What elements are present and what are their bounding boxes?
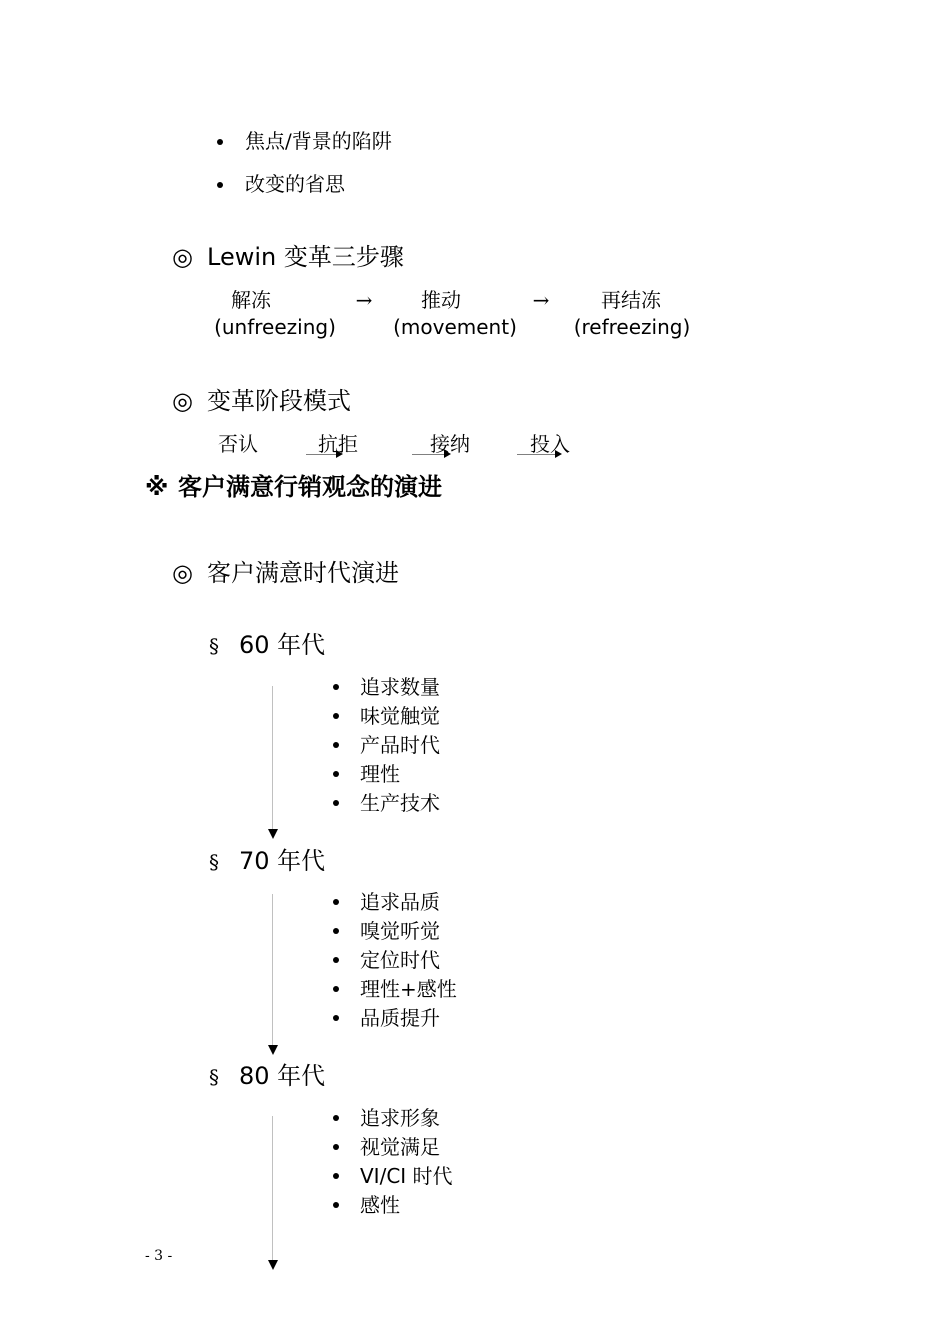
lewin-title: Lewin 变革三步骤 [207, 243, 404, 271]
decade-item: 产品时代 [360, 733, 440, 757]
page-number: - 3 - [145, 1248, 173, 1264]
change-model-title: 变革阶段模式 [207, 387, 351, 415]
bullet-dot [333, 1144, 339, 1150]
bullet-dot [333, 957, 339, 963]
bullet-dot [217, 139, 223, 145]
lewin-step-en: (movement) [393, 315, 517, 339]
lewin-arrow: → [355, 288, 373, 312]
decade-item: 理性 [360, 762, 400, 786]
bullet-dot [333, 1115, 339, 1121]
lewin-step-cn: 再结冻 [601, 288, 661, 312]
decade-label: 60 年代 [239, 631, 326, 659]
bullet-dot [333, 1202, 339, 1208]
decade-item: 追求数量 [360, 675, 440, 699]
timeline-line [272, 894, 273, 1045]
stage-label: 接纳 [430, 432, 470, 456]
bullet-dot [333, 684, 339, 690]
bullet-dot [333, 1173, 339, 1179]
decade-item: 生产技术 [360, 791, 440, 815]
decade-item: 理性+感性 [360, 977, 457, 1001]
decade-item: 味觉触觉 [360, 704, 440, 728]
decade-item: VI/CI 时代 [360, 1164, 453, 1188]
lewin-arrow: → [532, 288, 550, 312]
decade-item: 嗅觉听觉 [360, 919, 440, 943]
timeline-arrowhead [268, 829, 278, 839]
decade-marker: § [209, 634, 219, 658]
decade-item: 定位时代 [360, 948, 440, 972]
bullet-dot [333, 986, 339, 992]
decade-marker: § [209, 1065, 219, 1089]
decade-marker: § [209, 850, 219, 874]
bullet-dot [217, 182, 223, 188]
era-marker: ◎ [172, 559, 193, 587]
change-model-marker: ◎ [172, 387, 193, 415]
bullet-dot [333, 800, 339, 806]
timeline-arrowhead [268, 1260, 278, 1270]
decade-item: 追求品质 [360, 890, 440, 914]
decade-label: 70 年代 [239, 847, 326, 875]
stage-label: 投入 [530, 432, 570, 456]
top-bullet-text: 焦点/背景的陷阱 [245, 129, 392, 153]
lewin-step-cn: 推动 [421, 288, 461, 312]
timeline-line [272, 686, 273, 829]
stage-label: 抗拒 [318, 432, 358, 456]
lewin-step-cn: 解冻 [231, 288, 271, 312]
era-title: 客户满意时代演进 [207, 559, 399, 587]
bullet-dot [333, 713, 339, 719]
decade-item: 感性 [360, 1193, 400, 1217]
bullet-dot [333, 742, 339, 748]
top-bullet-text: 改变的省思 [245, 172, 345, 196]
decade-item: 品质提升 [360, 1006, 440, 1030]
section-title: 客户满意行销观念的演进 [178, 473, 442, 501]
bullet-dot [333, 899, 339, 905]
lewin-marker: ◎ [172, 243, 193, 271]
bullet-dot [333, 928, 339, 934]
timeline-arrowhead [268, 1045, 278, 1055]
decade-label: 80 年代 [239, 1062, 326, 1090]
section-marker: ※ [145, 473, 169, 501]
bullet-dot [333, 771, 339, 777]
stage-label: 否认 [218, 432, 258, 456]
decade-item: 追求形象 [360, 1106, 440, 1130]
lewin-step-en: (unfreezing) [214, 315, 336, 339]
bullet-dot [333, 1015, 339, 1021]
lewin-step-en: (refreezing) [573, 315, 691, 339]
timeline-line [272, 1116, 273, 1260]
decade-item: 视觉满足 [360, 1135, 440, 1159]
